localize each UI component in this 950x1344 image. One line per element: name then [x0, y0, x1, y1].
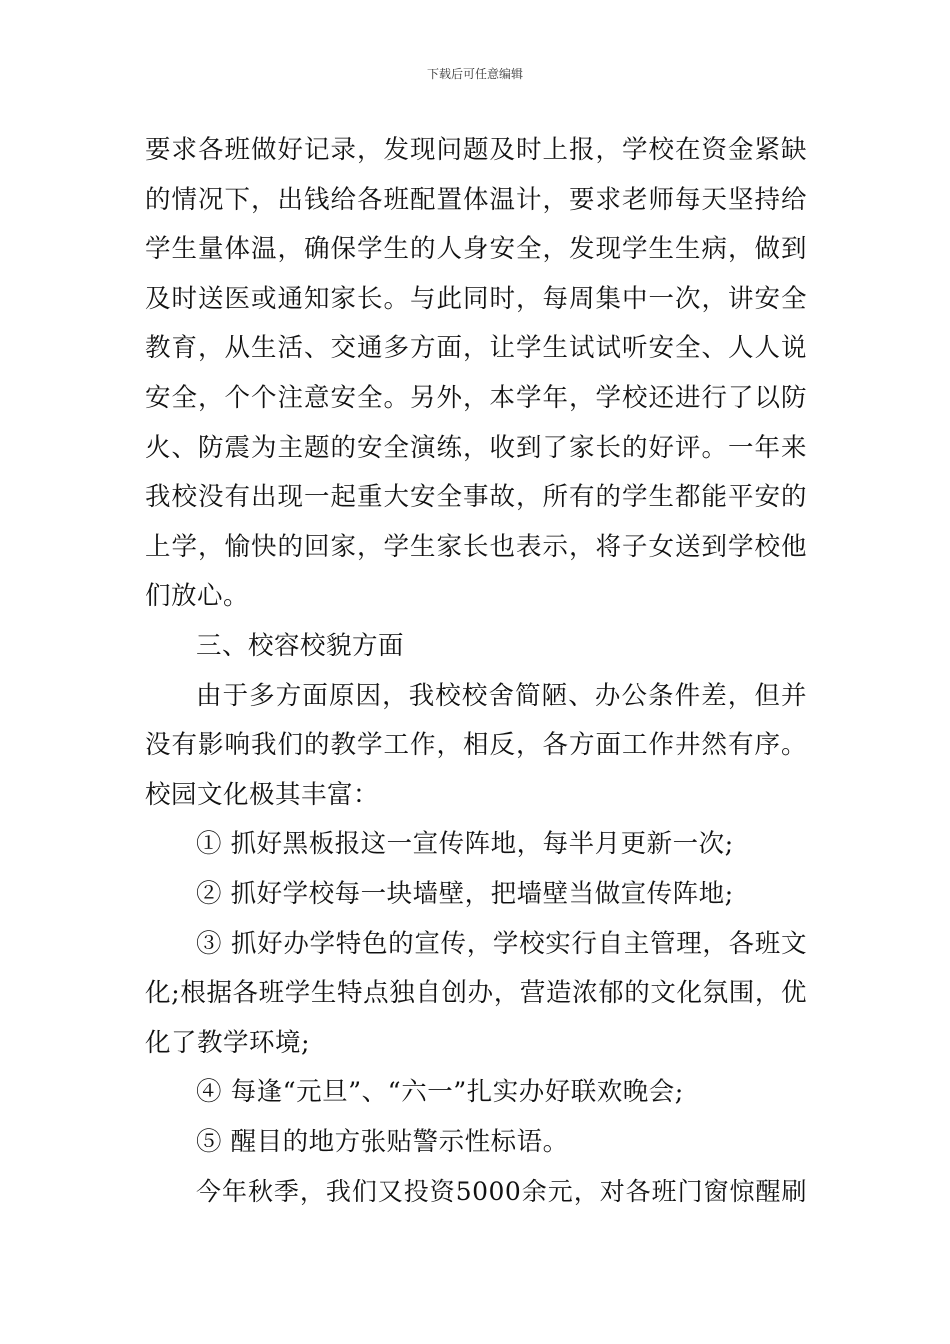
list-item-3: ③ 抓好办学特色的宣传，学校实行自主管理，各班文 — [196, 928, 807, 959]
text-line-12: 由于多方面原因，我校校舍简陋、办公条件差，但并 — [196, 680, 807, 711]
list-item-4: ④ 每逢“元旦”、“六一”扎实办好联欢晚会; — [196, 1077, 684, 1108]
text-line-8: 我校没有出现一起重大安全事故，所有的学生都能平安的 — [145, 482, 807, 513]
list-item-1: ① 抓好黑板报这一宣传阵地，每半月更新一次; — [196, 829, 734, 860]
text-line-5: 教育，从生活、交通多方面，让学生试试听安全、人人说 — [145, 333, 807, 364]
text-line-14: 校园文化极其丰富： — [145, 779, 380, 810]
list-item-5: ⑤ 醒目的地方张贴警示性标语。 — [196, 1126, 569, 1157]
text-line-10: 们放心。 — [145, 581, 250, 612]
text-line-2: 的情况下，出钱给各班配置体温计，要求老师每天坚持给 — [145, 184, 807, 215]
text-line-22: 今年秋季，我们又投资5000余元，对各班门窗惊醒刷 — [196, 1177, 807, 1207]
document-body — [145, 126, 807, 1217]
text-line-13: 没有影响我们的教学工作，相反，各方面工作井然有序。 — [145, 730, 807, 761]
text-line-9: 上学，愉快的回家，学生家长也表示，将子女送到学校他 — [145, 531, 807, 562]
section-heading: 三、校容校貌方面 — [196, 630, 405, 661]
page-header: 下载后可任意编辑 — [426, 67, 523, 81]
list-item-3-cont-2: 化了教学环境; — [145, 1027, 311, 1058]
text-line-3: 学生量体温，确保学生的人身安全，发现学生生病，做到 — [145, 234, 807, 265]
text-line-7: 火、防震为主题的安全演练，收到了家长的好评。一年来 — [145, 432, 807, 463]
list-item-2: ② 抓好学校每一块墙壁，把墙壁当做宣传阵地; — [196, 878, 734, 909]
text-line-4: 及时送医或通知家长。与此同时，每周集中一次，讲安全 — [145, 283, 807, 314]
list-item-3-cont-1: 化;根据各班学生特点独自创办，营造浓郁的文化氛围，优 — [145, 978, 807, 1009]
text-line-1: 要求各班做好记录，发现问题及时上报，学校在资金紧缺 — [145, 135, 807, 165]
text-line-6: 安全，个个注意安全。另外，本学年，学校还进行了以防 — [145, 382, 807, 413]
